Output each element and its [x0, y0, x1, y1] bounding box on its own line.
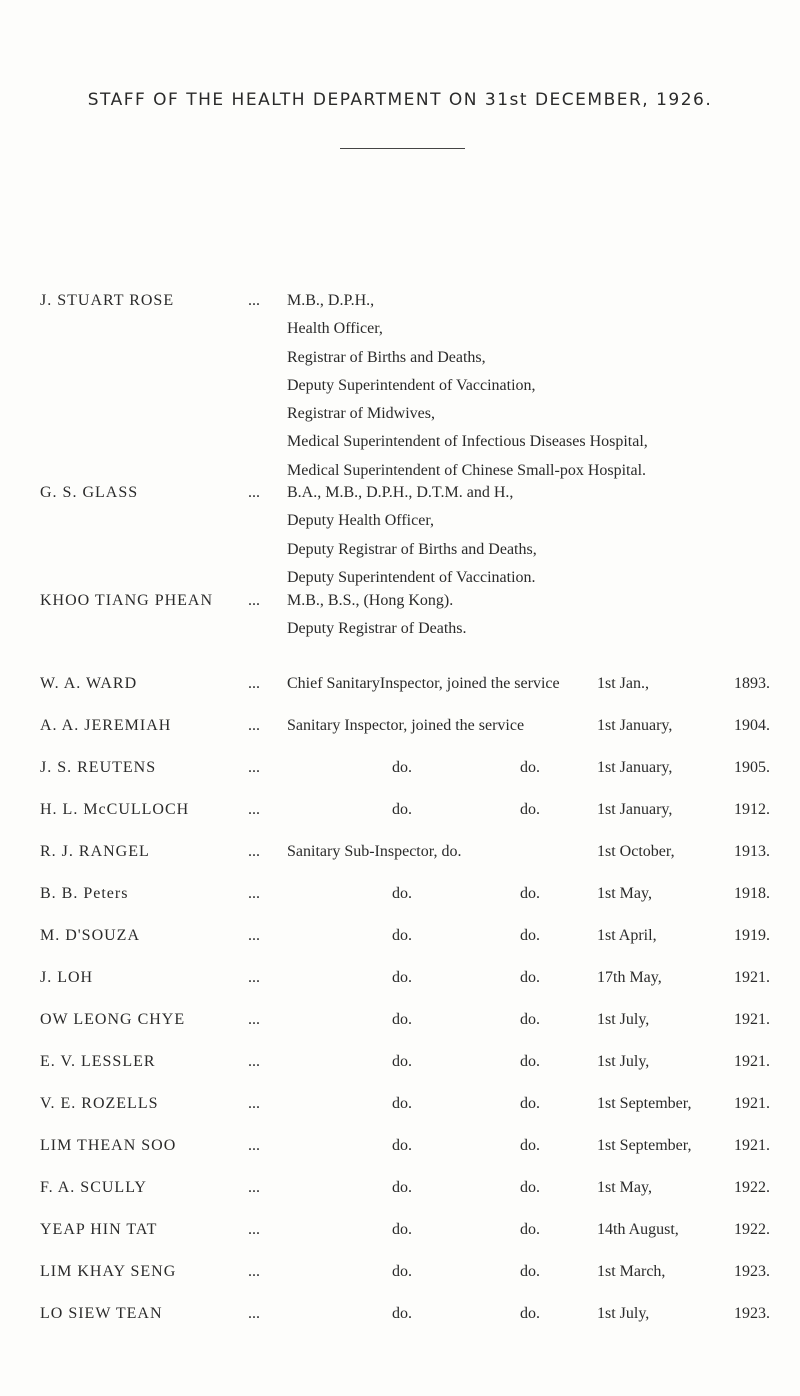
staff-join-year: 1904. — [734, 717, 770, 734]
leader-dots: ... — [248, 1305, 260, 1322]
staff-join-year: 1921. — [734, 1137, 770, 1154]
leader-dots: ... — [248, 759, 260, 776]
staff-ditto-joined: do. — [520, 1305, 540, 1322]
leader-dots: ... — [248, 843, 260, 860]
staff-ditto-title: do. — [392, 885, 412, 902]
staff-ditto-joined: do. — [520, 759, 540, 776]
leader-dots: ... — [248, 1221, 260, 1238]
staff-name: J. LOH — [40, 969, 94, 986]
staff-row — [40, 1263, 770, 1285]
staff-join-year: 1912. — [734, 801, 770, 818]
staff-join-date: 1st October, — [597, 843, 675, 860]
staff-join-date: 1st March, — [597, 1263, 666, 1280]
staff-name: H. L. McCULLOCH — [40, 801, 190, 818]
staff-join-year: 1922. — [734, 1179, 770, 1196]
staff-join-date: 1st July, — [597, 1053, 650, 1070]
officer-qualifications — [287, 484, 800, 597]
officer-name: J. STUART ROSE — [40, 292, 175, 309]
officer-qualifications — [287, 292, 800, 490]
staff-ditto-title: do. — [392, 759, 412, 776]
staff-row — [40, 1011, 770, 1033]
staff-row — [40, 969, 770, 991]
staff-ditto-title: do. — [392, 1095, 412, 1112]
officer-line: Registrar of Births and Deaths, — [287, 348, 486, 366]
staff-title: Chief SanitaryInspector, joined the service — [287, 675, 560, 692]
staff-ditto-title: do. — [392, 1011, 412, 1028]
staff-name: YEAP HIN TAT — [40, 1221, 158, 1238]
leader-dots: ... — [248, 1137, 260, 1154]
staff-join-year: 1918. — [734, 885, 770, 902]
staff-join-year: 1893. — [734, 675, 770, 692]
staff-join-date: 1st September, — [597, 1137, 692, 1154]
staff-name: LO SIEW TEAN — [40, 1305, 163, 1322]
staff-ditto-title: do. — [392, 1305, 412, 1322]
staff-join-date: 1st July, — [597, 1305, 650, 1322]
officer-name: G. S. GLASS — [40, 484, 139, 501]
staff-join-year: 1919. — [734, 927, 770, 944]
officer-line: B.A., M.B., D.P.H., D.T.M. and H., — [287, 484, 514, 501]
staff-name: J. S. REUTENS — [40, 759, 157, 776]
leader-dots: ... — [248, 801, 260, 818]
staff-ditto-title: do. — [392, 801, 412, 818]
leader-dots: ... — [248, 1095, 260, 1112]
officer-line: Registrar of Midwives, — [287, 405, 435, 423]
officer-line: Deputy Registrar of Deaths. — [287, 620, 467, 638]
leader-dots: ... — [248, 1263, 260, 1280]
staff-ditto-joined: do. — [520, 1137, 540, 1154]
staff-ditto-joined: do. — [520, 1263, 540, 1280]
staff-name: E. V. LESSLER — [40, 1053, 156, 1070]
staff-ditto-joined: do. — [520, 1095, 540, 1112]
staff-row — [40, 1137, 770, 1159]
staff-ditto-title: do. — [392, 1053, 412, 1070]
staff-row — [40, 1179, 770, 1201]
leader-dots: ... — [248, 1053, 260, 1070]
officer-name: KHOO TIANG PHEAN — [40, 592, 214, 609]
staff-ditto-joined: do. — [520, 1053, 540, 1070]
staff-join-date: 1st April, — [597, 927, 657, 944]
staff-join-year: 1923. — [734, 1305, 770, 1322]
leader-dots: ... — [248, 927, 260, 944]
leader-dots: ... — [248, 675, 260, 692]
staff-join-date: 1st May, — [597, 1179, 652, 1196]
staff-join-year: 1913. — [734, 843, 770, 860]
leader-dots: ... — [248, 592, 260, 609]
staff-ditto-title: do. — [392, 1179, 412, 1196]
staff-name: A. A. JEREMIAH — [40, 717, 172, 734]
staff-row — [40, 843, 770, 865]
heading-rule — [340, 148, 465, 149]
staff-row — [40, 1221, 770, 1243]
officer-line: M.B., D.P.H., — [287, 292, 375, 309]
staff-name: LIM KHAY SENG — [40, 1263, 177, 1280]
officer-line: Medical Superintendent of Infectious Diseases Hospital, — [287, 433, 648, 451]
staff-ditto-title: do. — [392, 1137, 412, 1154]
staff-join-date: 14th August, — [597, 1221, 679, 1238]
staff-row — [40, 801, 770, 823]
staff-row — [40, 1305, 770, 1327]
staff-join-year: 1921. — [734, 1095, 770, 1112]
page-heading: STAFF OF THE HEALTH DEPARTMENT ON 31st DECEMBER, 1926. — [87, 90, 713, 110]
leader-dots: ... — [248, 885, 260, 902]
staff-ditto-joined: do. — [520, 1011, 540, 1028]
staff-title: Sanitary Sub-Inspector, do. — [287, 843, 462, 860]
officer-line: Deputy Superintendent of Vaccination. — [287, 568, 536, 586]
staff-join-date: 1st May, — [597, 885, 652, 902]
staff-join-year: 1905. — [734, 759, 770, 776]
staff-join-date: 1st September, — [597, 1095, 692, 1112]
leader-dots: ... — [248, 484, 260, 501]
leader-dots: ... — [248, 1179, 260, 1196]
staff-row — [40, 759, 770, 781]
staff-join-date: 1st January, — [597, 759, 673, 776]
staff-name: M. D'SOUZA — [40, 927, 140, 944]
leader-dots: ... — [248, 292, 260, 309]
staff-row — [40, 717, 770, 739]
staff-ditto-title: do. — [392, 1263, 412, 1280]
staff-ditto-joined: do. — [520, 801, 540, 818]
staff-join-year: 1921. — [734, 1011, 770, 1028]
staff-name: OW LEONG CHYE — [40, 1011, 186, 1028]
staff-row — [40, 1095, 770, 1117]
officer-line: M.B., B.S., (Hong Kong). — [287, 592, 454, 609]
staff-ditto-title: do. — [392, 1221, 412, 1238]
staff-join-year: 1921. — [734, 969, 770, 986]
officer-line: Deputy Registrar of Births and Deaths, — [287, 540, 537, 558]
staff-row — [40, 927, 770, 949]
staff-name: B. B. Peters — [40, 885, 129, 902]
staff-row — [40, 1053, 770, 1075]
staff-ditto-title: do. — [392, 969, 412, 986]
staff-title: Sanitary Inspector, joined the service — [287, 717, 525, 734]
staff-join-date: 1st January, — [597, 717, 673, 734]
leader-dots: ... — [248, 969, 260, 986]
staff-name: LIM THEAN SOO — [40, 1137, 177, 1154]
staff-join-year: 1923. — [734, 1263, 770, 1280]
staff-join-year: 1922. — [734, 1221, 770, 1238]
staff-name: V. E. ROZELLS — [40, 1095, 159, 1112]
leader-dots: ... — [248, 717, 260, 734]
staff-name: W. A. WARD — [40, 675, 138, 692]
staff-row — [40, 675, 770, 697]
staff-name: F. A. SCULLY — [40, 1179, 147, 1196]
staff-name: R. J. RANGEL — [40, 843, 150, 860]
officer-line: Deputy Health Officer, — [287, 512, 435, 530]
staff-join-date: 17th May, — [597, 969, 662, 986]
staff-join-date: 1st Jan., — [597, 675, 649, 692]
staff-join-year: 1921. — [734, 1053, 770, 1070]
officer-line: Health Officer, — [287, 320, 383, 338]
staff-ditto-joined: do. — [520, 1221, 540, 1238]
staff-ditto-joined: do. — [520, 885, 540, 902]
staff-ditto-joined: do. — [520, 1179, 540, 1196]
leader-dots: ... — [248, 1011, 260, 1028]
staff-ditto-joined: do. — [520, 969, 540, 986]
staff-join-date: 1st January, — [597, 801, 673, 818]
staff-join-date: 1st July, — [597, 1011, 650, 1028]
staff-ditto-title: do. — [392, 927, 412, 944]
officer-line: Deputy Superintendent of Vaccination, — [287, 376, 536, 394]
officer-line: Medical Superintendent of Chinese Small-pox Hospital. — [287, 461, 647, 479]
officer-qualifications — [287, 592, 800, 649]
staff-ditto-joined: do. — [520, 927, 540, 944]
staff-row — [40, 885, 770, 907]
